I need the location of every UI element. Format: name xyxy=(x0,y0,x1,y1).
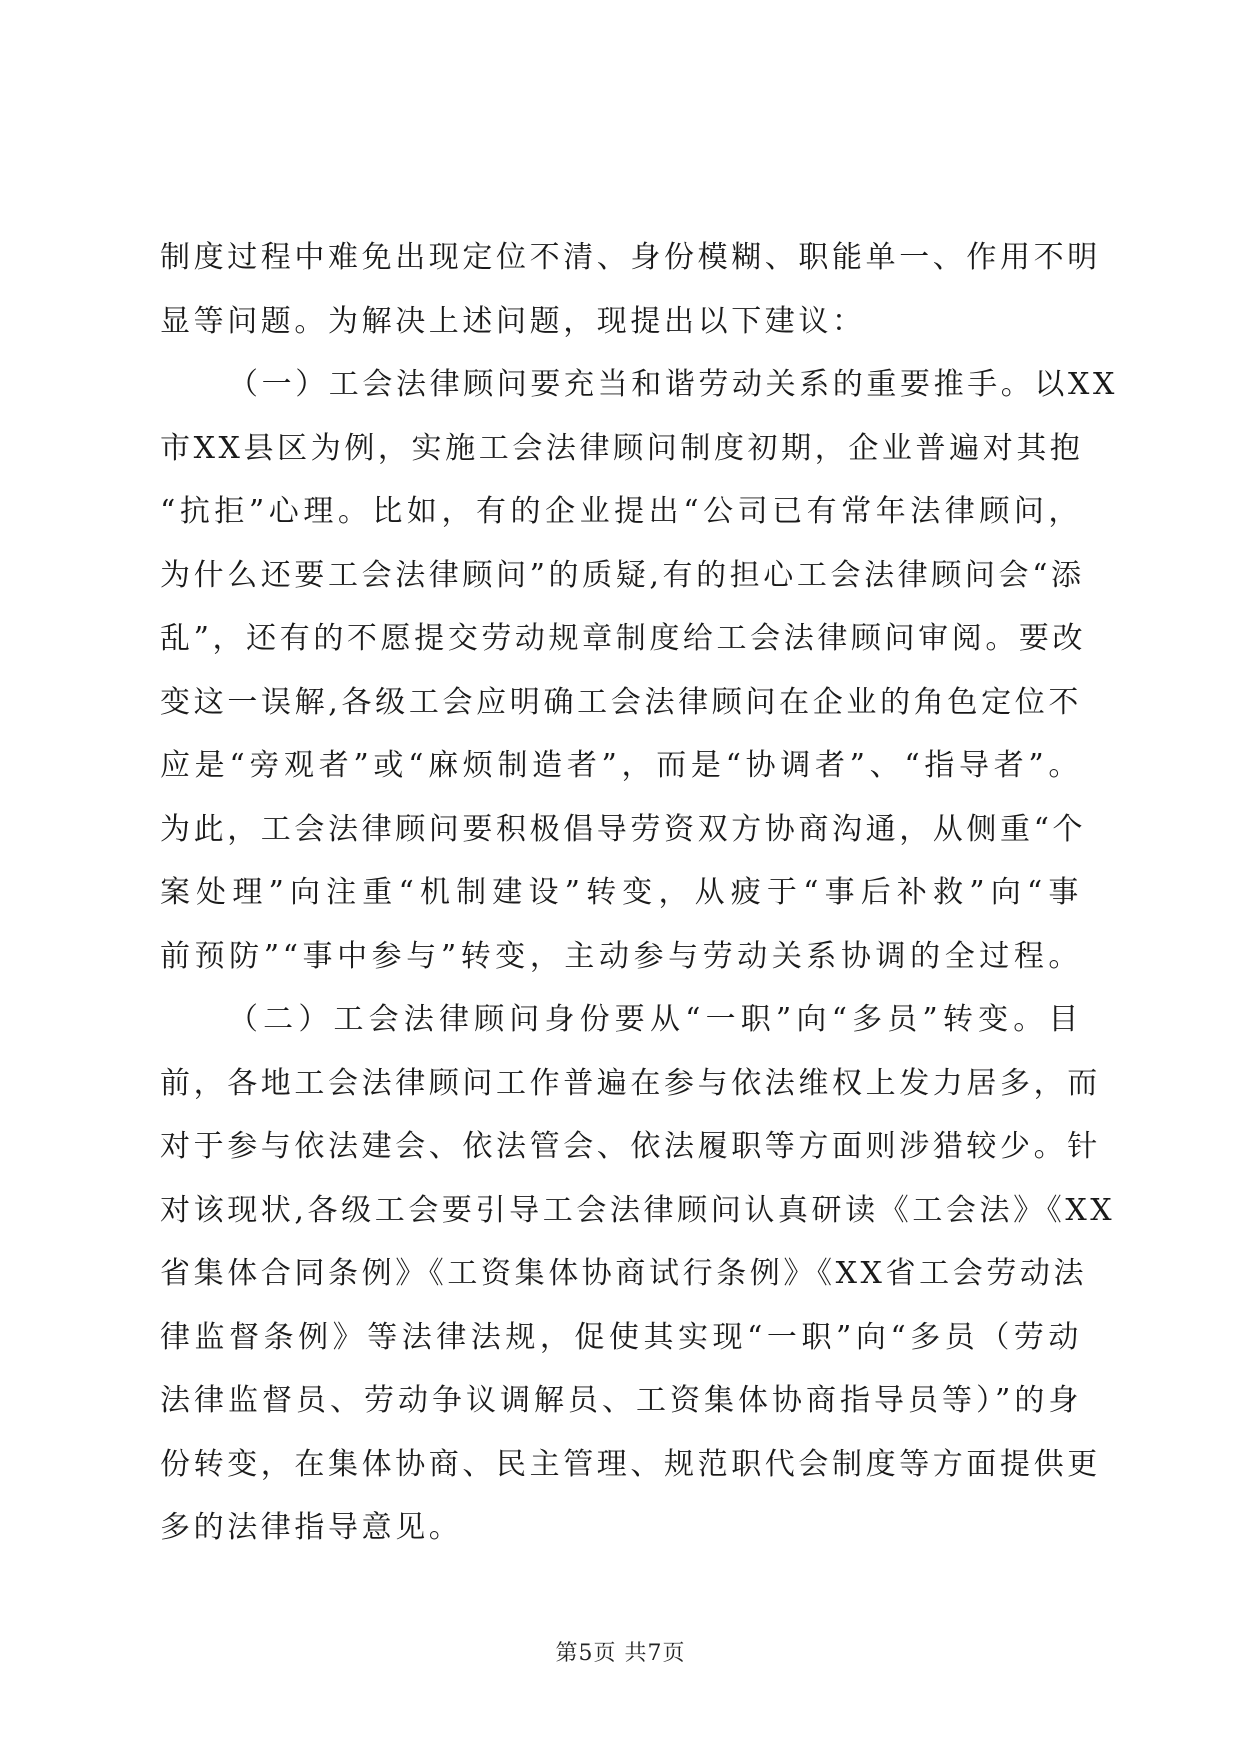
text-line: 律监督条例》等法律法规，促使其实现“一职”向“多员（劳动 xyxy=(160,1319,1082,1355)
text-line: 前，各地工会法律顾问工作普遍在参与依法维权上发力居多，而 xyxy=(160,1065,1101,1101)
text-line: 省集体合同条例》《工资集体协商试行条例》《XX省工会劳动法 xyxy=(160,1256,1088,1291)
text-line: 前预防”“事中参与”转变，主动参与劳动关系协调的全过程。 xyxy=(160,938,1082,974)
text-line: 案处理”向注重“机制建设”转变，从疲于“事后补救”向“事 xyxy=(160,875,1082,910)
text-line: 对于参与依法建会、依法管会、依法履职等方面则涉猎较少。针 xyxy=(160,1129,1101,1164)
text-line: 市XX县区为例，实施工会法律顾问制度初期，企业普遍对其抱 xyxy=(160,430,1084,466)
page-number: 第5页 共7页 xyxy=(555,1641,686,1666)
text-line: 法律监督员、劳动争议调解员、工资集体协商指导员等）”的身 xyxy=(160,1383,1082,1418)
paragraph-start-line: （二）工会法律顾问身份要从“一职”向“多员”转变。目 xyxy=(228,1002,1082,1037)
paragraph-start-line: （一）工会法律顾问要充当和谐劳动关系的重要推手。以XX xyxy=(228,367,1118,402)
text-line: 份转变，在集体协商、民主管理、规范职代会制度等方面提供更 xyxy=(160,1446,1101,1482)
text-line: 对该现状,各级工会要引导工会法律顾问认真研读《工会法》《XX xyxy=(160,1192,1116,1228)
text-line: 为什么还要工会法律顾问”的质疑,有的担心工会法律顾问会“添 xyxy=(160,557,1085,593)
text-line: 变这一误解,各级工会应明确工会法律顾问在企业的角色定位不 xyxy=(160,684,1082,720)
text-line: 多的法律指导意见。 xyxy=(160,1510,463,1545)
document-body xyxy=(160,226,1118,1560)
text-line: “抗拒”心理。比如，有的企业提出“公司已有常年法律顾问， xyxy=(160,494,1082,529)
text-line: 应是“旁观者”或“麻烦制造者”，而是“协调者”、“指导者”。 xyxy=(160,748,1082,783)
text-line: 显等问题。为解决上述问题，现提出以下建议： xyxy=(160,303,866,339)
text-line: 制度过程中难免出现定位不清、身份模糊、职能单一、作用不明 xyxy=(160,240,1101,275)
text-line: 为此，工会法律顾问要积极倡导劳资双方协商沟通，从侧重“个 xyxy=(160,811,1087,847)
text-line: 乱”，还有的不愿提交劳动规章制度给工会法律顾问审阅。要改 xyxy=(160,621,1087,656)
